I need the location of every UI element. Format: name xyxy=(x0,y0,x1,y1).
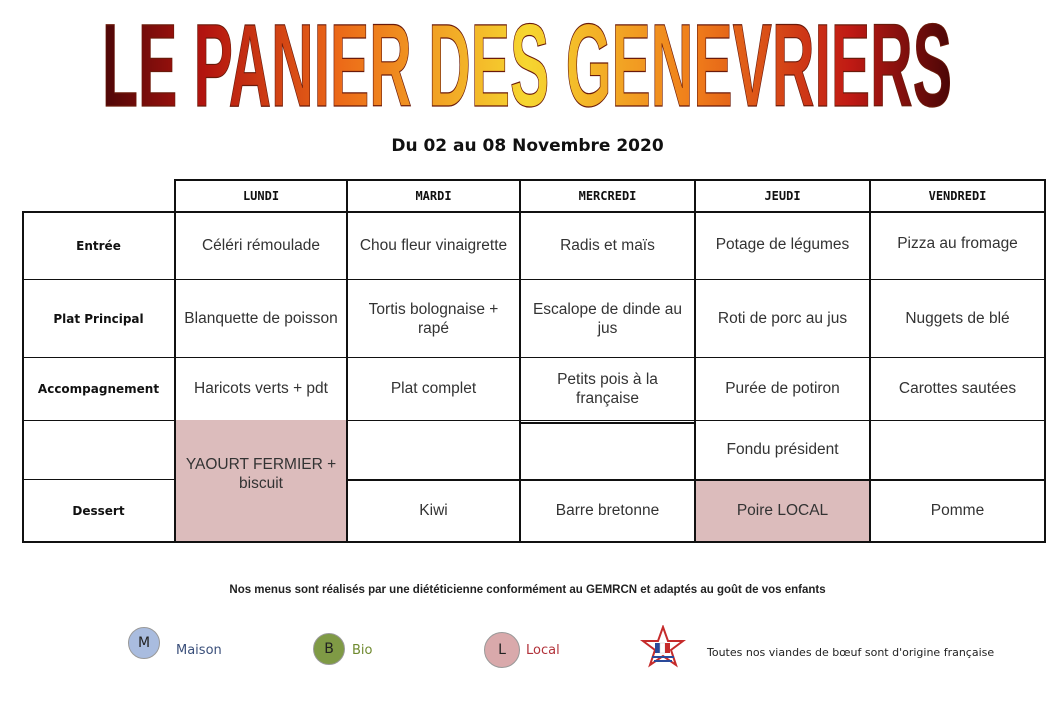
table-border xyxy=(1044,179,1046,543)
menu-cell: Pizza au fromage xyxy=(897,235,1018,253)
day-header-mercredi: MERCREDI xyxy=(578,188,637,203)
menu-cell: Pomme xyxy=(930,502,985,520)
row-label-entree: Entrée xyxy=(76,238,121,253)
menu-cell: Radis et maïs xyxy=(560,237,655,255)
table-border xyxy=(22,420,175,421)
table-border xyxy=(174,179,176,543)
menu-cell: Céléri rémoulade xyxy=(201,237,321,255)
france-beef-logo-icon xyxy=(640,625,686,669)
menu-cell: Blanquette de poisson xyxy=(184,310,338,328)
table-border xyxy=(22,211,24,543)
day-header-mardi: MARDI xyxy=(415,188,452,203)
legend-bio-label: Bio xyxy=(352,643,373,658)
day-header-lundi: LUNDI xyxy=(242,188,280,203)
table-border xyxy=(346,179,348,543)
table-border xyxy=(22,479,175,480)
menu-cell: Kiwi xyxy=(419,502,448,520)
menu-cell: Poire LOCAL xyxy=(736,502,829,520)
legend-maison-icon xyxy=(128,627,160,659)
menu-cell: Petits pois à la française xyxy=(557,370,658,407)
dietitian-note: Nos menus sont réalisés par une diététicienne conformément au GEMRCN et adaptés au goût de vos enfants xyxy=(229,584,826,596)
legend-maison-label: Maison xyxy=(176,643,222,658)
menu-title-text: LE PANIER DES GENEVRIERS xyxy=(102,0,952,132)
table-border xyxy=(519,179,521,543)
menu-cell: Potage de légumes xyxy=(715,236,850,254)
menu-cell: Barre bretonne xyxy=(555,502,660,520)
table-border xyxy=(347,420,1045,421)
menu-cell: YAOURT FERMIER + biscuit xyxy=(185,455,337,492)
legend-bio-icon xyxy=(313,633,345,665)
beef-origin-note: Toutes nos viandes de bœuf sont d'origine française xyxy=(707,646,995,659)
table-border xyxy=(175,179,1045,181)
row-label-dessert: Dessert xyxy=(72,503,125,518)
menu-title xyxy=(0,0,1055,136)
day-header-vendredi: VENDREDI xyxy=(928,188,987,203)
menu-cell: Plat complet xyxy=(390,380,477,398)
menu-cell: Tortis bolognaise + rapé xyxy=(368,300,499,337)
menu-cell: Escalope de dinde au jus xyxy=(532,300,683,337)
legend-local-icon xyxy=(484,632,520,668)
date-range: Du 02 au 08 Novembre 2020 xyxy=(391,136,664,156)
menu-cell: Carottes sautées xyxy=(898,380,1017,398)
table-border xyxy=(347,479,1045,481)
legend-maison-letter: M xyxy=(137,635,151,651)
legend-bio-letter: B xyxy=(324,641,334,657)
menu-cell: Haricots verts + pdt xyxy=(194,380,328,398)
menu-cell: Fondu président xyxy=(726,441,839,459)
row-label-accompagnement: Accompagnement xyxy=(37,381,160,396)
table-border xyxy=(694,179,696,543)
legend-local-label: Local xyxy=(526,643,560,658)
menu-cell: Chou fleur vinaigrette xyxy=(359,237,508,255)
menu-cell: Purée de potiron xyxy=(725,380,840,398)
menu-cell: Nuggets de blé xyxy=(905,310,1010,328)
legend-local-letter: L xyxy=(498,642,506,658)
table-border xyxy=(520,422,695,424)
table-border xyxy=(869,179,871,543)
menu-cell: Roti de porc au jus xyxy=(717,310,848,328)
day-header-jeudi: JEUDI xyxy=(764,188,801,203)
row-label-plat: Plat Principal xyxy=(53,311,144,326)
